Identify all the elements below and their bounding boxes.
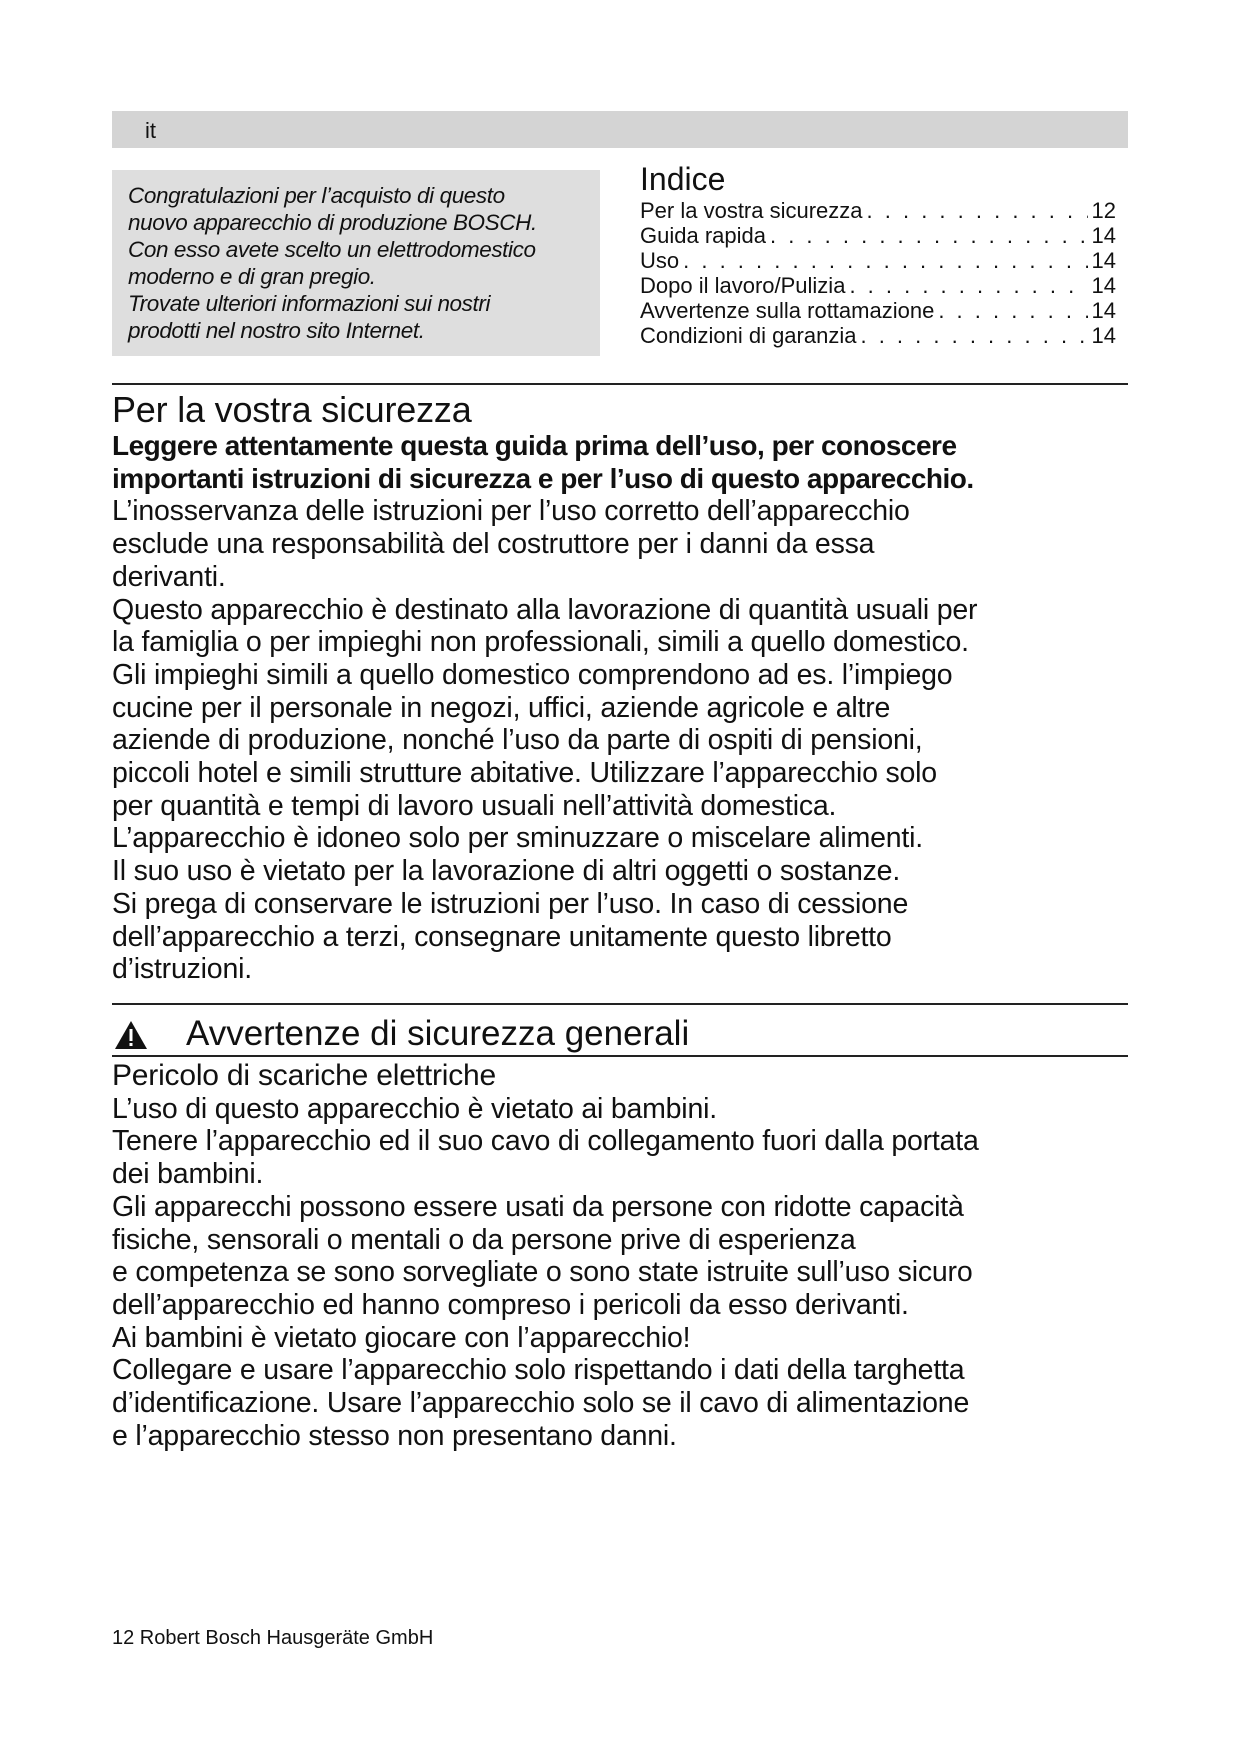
body-line: Gli apparecchi possono essere usati da persone con ridotte capacità	[112, 1190, 964, 1223]
body-line: Collegare e usare l’apparecchio solo rispettando i dati della targhetta	[112, 1354, 965, 1387]
toc-title: Indice	[640, 161, 726, 197]
toc-entry-label: Guida rapida	[640, 223, 766, 248]
lead-line: importanti istruzioni di sicurezza e per l’uso di questo apparecchio.	[112, 462, 974, 494]
body-line: d’identificazione. Usare l’apparecchio solo se il cavo di alimentazione	[112, 1387, 970, 1420]
toc-leader	[860, 323, 1087, 348]
toc-leader	[938, 298, 1087, 323]
subsection-title: Pericolo di scariche elettriche	[112, 1059, 496, 1092]
body-line: cucine per il personale in negozi, uffici, aziende agricole e altre	[112, 691, 891, 724]
toc-entry[interactable]	[640, 323, 1116, 348]
section-divider	[112, 383, 1128, 385]
toc-entry-label: Dopo il lavoro/Pulizia	[640, 273, 846, 298]
toc-entry-page: 14	[1091, 248, 1116, 273]
page-footer: 12 Robert Bosch Hausgeräte GmbH	[112, 1627, 434, 1649]
toc-entry-page: 14	[1091, 223, 1116, 248]
intro-box	[112, 170, 600, 356]
body-line: piccoli hotel e simili strutture abitative. Utilizzare l’apparecchio solo	[112, 757, 937, 790]
intro-line: moderno e di gran pregio.	[128, 264, 376, 289]
table-of-contents	[640, 160, 1116, 348]
toc-leader	[770, 223, 1088, 248]
body-line: esclude una responsabilità del costruttore per i danni da essa	[112, 528, 875, 561]
safety-section	[112, 390, 1142, 986]
body-line: e competenza se sono sorvegliate o sono state istruite sull’uso sicuro	[112, 1256, 973, 1289]
warnings-section	[112, 1060, 1142, 1452]
lead-line: Leggere attentamente questa guida prima dell’uso, per conoscere	[112, 430, 957, 461]
body-line: Il suo uso è vietato per la lavorazione di altri oggetti o sostanze.	[112, 855, 901, 888]
body-line: e l’apparecchio stesso non presentano danni.	[112, 1419, 677, 1452]
body-line: L’uso di questo apparecchio è vietato ai bambini.	[112, 1092, 717, 1125]
toc-entry-page: 14	[1091, 323, 1116, 348]
toc-entry-label: Per la vostra sicurezza	[640, 198, 863, 223]
toc-entry-label: Condizioni di garanzia	[640, 323, 857, 348]
body-line: dell’apparecchio a terzi, consegnare unitamente questo libretto	[112, 920, 892, 953]
intro-line: Con esso avete scelto un elettrodomestico	[128, 237, 536, 262]
language-code: it	[145, 118, 156, 143]
warning-triangle-icon	[114, 1020, 148, 1050]
intro-line: nuovo apparecchio di produzione BOSCH.	[128, 210, 537, 235]
intro-line: prodotti nel nostro sito Internet.	[128, 318, 425, 343]
section-title: Avvertenze di sicurezza generali	[186, 1014, 690, 1053]
toc-entry[interactable]	[640, 198, 1116, 223]
body-line: dell’apparecchio ed hanno compreso i pericoli da esso derivanti.	[112, 1288, 909, 1321]
section-title: Per la vostra sicurezza	[112, 389, 472, 430]
toc-entry-page: 14	[1091, 298, 1116, 323]
section-divider	[112, 1055, 1128, 1057]
body-line: L’apparecchio è idoneo solo per sminuzzare o miscelare alimenti.	[112, 822, 923, 855]
toc-leader	[867, 198, 1088, 223]
body-line: aziende di produzione, nonché l’uso da parte di ospiti di pensioni,	[112, 724, 923, 757]
intro-line: Trovate ulteriori informazioni sui nostri	[128, 291, 491, 316]
section-divider	[112, 1003, 1128, 1005]
toc-entry[interactable]	[640, 298, 1116, 323]
toc-entry[interactable]	[640, 223, 1116, 248]
body-line: Questo apparecchio è destinato alla lavorazione di quantità usuali per	[112, 593, 978, 626]
toc-entry-label: Uso	[640, 248, 680, 273]
body-line: fisiche, sensorali o mentali o da persone prive di esperienza	[112, 1223, 856, 1256]
language-bar	[112, 111, 1128, 148]
intro-line: Congratulazioni per l’acquisto di questo	[128, 183, 505, 208]
body-line: Si prega di conservare le istruzioni per l’uso. In caso di cessione	[112, 887, 909, 920]
toc-entry[interactable]	[640, 248, 1116, 273]
body-line: d’istruzioni.	[112, 953, 252, 986]
toc-entry-page: 14	[1091, 273, 1116, 298]
warnings-heading	[112, 1010, 1128, 1060]
body-line: per quantità e tempi di lavoro usuali nell’attività domestica.	[112, 789, 837, 822]
toc-entry-label: Avvertenze sulla rottamazione	[640, 298, 935, 323]
body-line: derivanti.	[112, 560, 226, 593]
toc-leader	[849, 273, 1087, 298]
body-line: dei bambini.	[112, 1158, 264, 1191]
body-line: la famiglia o per impieghi non professionali, simili a quello domestico.	[112, 626, 969, 659]
body-line: Gli impieghi simili a quello domestico comprendono ad es. l’impiego	[112, 658, 953, 691]
body-line: Ai bambini è vietato giocare con l’apparecchio!	[112, 1321, 691, 1354]
toc-leader	[683, 248, 1087, 273]
body-line: Tenere l’apparecchio ed il suo cavo di collegamento fuori dalla portata	[112, 1125, 979, 1158]
body-line: L’inosservanza delle istruzioni per l’uso corretto dell’apparecchio	[112, 495, 910, 528]
toc-entry-page: 12	[1091, 198, 1116, 223]
toc-entry[interactable]	[640, 273, 1116, 298]
